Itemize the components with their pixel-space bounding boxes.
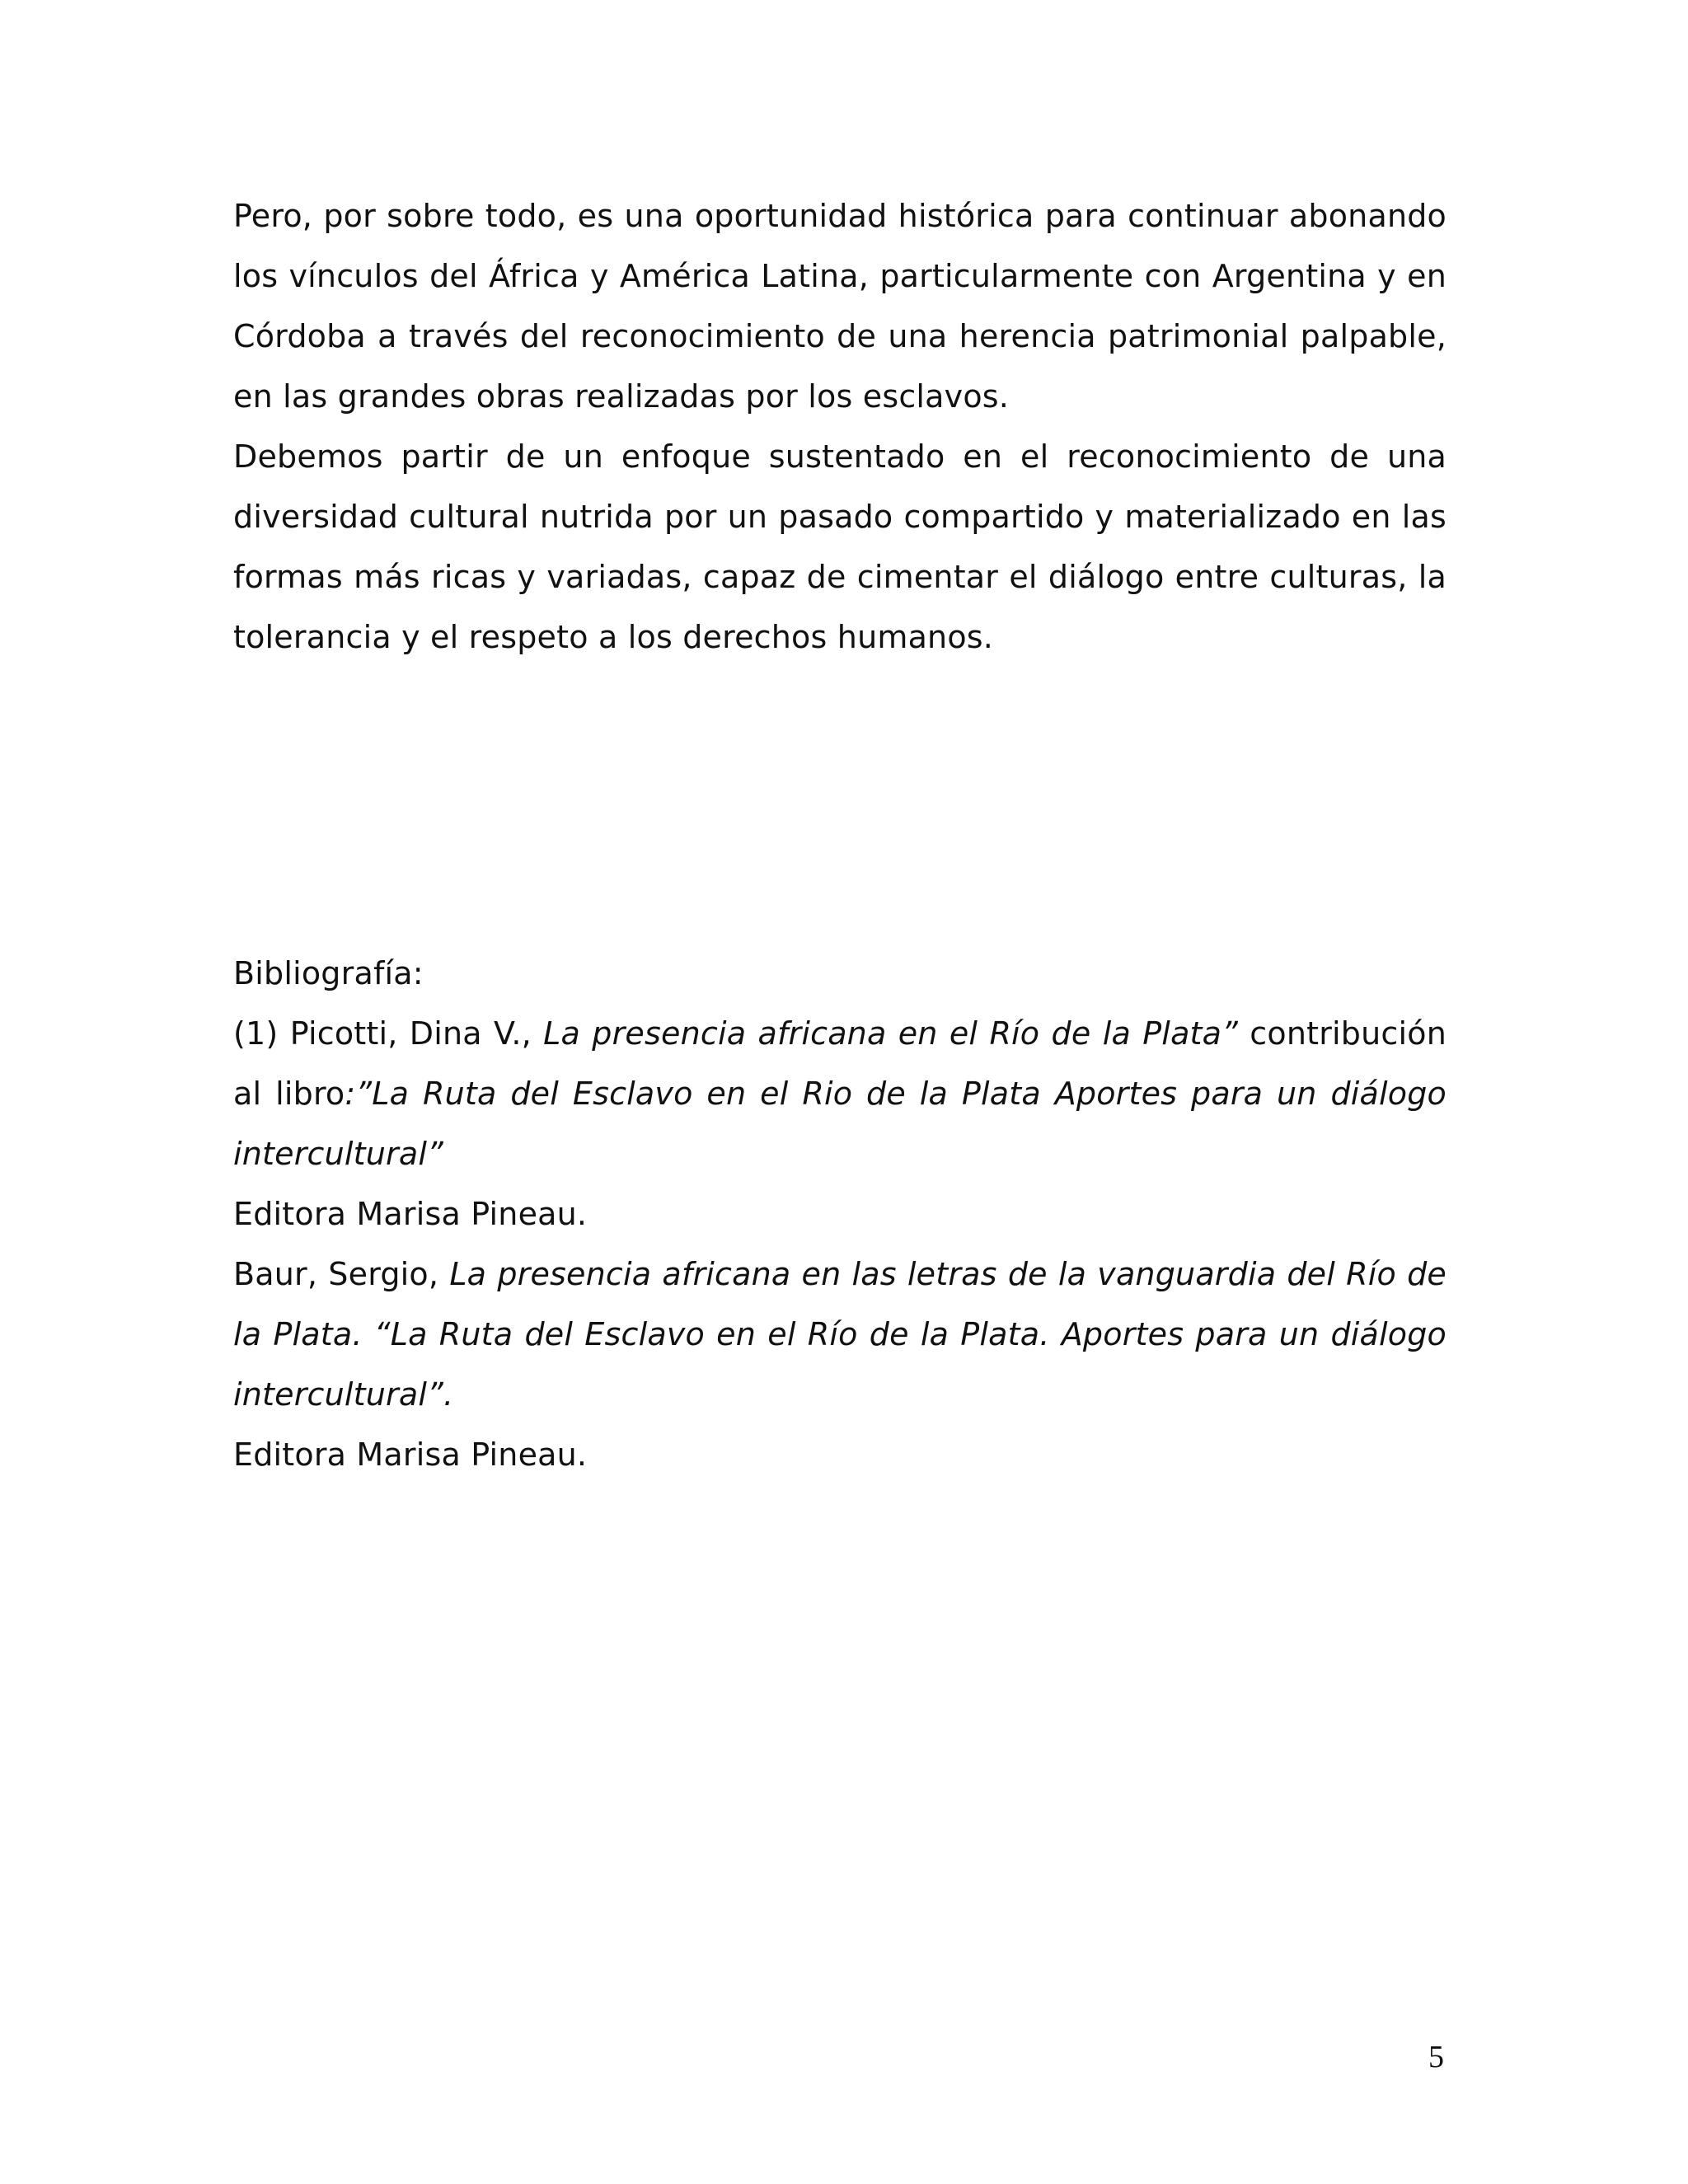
entry-1-contribution: contribución al libro — [233, 1015, 1447, 1112]
body-text — [233, 186, 1447, 668]
entry-1-author: (1) Picotti, Dina V., — [233, 1015, 544, 1052]
entry-2-editor: Editora Marisa Pineau. — [233, 1436, 588, 1473]
bibliography-heading: Bibliografía: — [233, 955, 424, 991]
bibliography-section — [233, 944, 1447, 1485]
entry-1-title: La presencia africana en el Río de la Plata” — [543, 1015, 1239, 1052]
bibliography-entry-2 — [233, 1244, 1447, 1425]
entry-1-editor: Editora Marisa Pineau. — [233, 1196, 588, 1232]
entry-2-author: Baur, Sergio, — [233, 1256, 450, 1292]
body-paragraph-2: Debemos partir de un enfoque sustentado en el reconocimiento de una diversidad cultural nutrida por un pasado compartido y materializado en las formas más ricas y variadas, capaz de cimentar el diálogo entre culturas, la tolerancia y el respeto a los derechos humanos. — [233, 438, 1447, 655]
bibliography-entry-1 — [233, 1004, 1447, 1184]
body-paragraph-1: Pero, por sobre todo, es una oportunidad histórica para continuar abonando los vínculos del África y América Latina, particularmente con Argentina y en Córdoba a través del reconocimiento de una herencia patrimonial palpable, en las grandes obras realizadas por los esclavos. — [233, 198, 1447, 415]
entry-2-title: La presencia africana en las letras de la vanguardia del Río de la Plata. “La Ruta del Esclavo en el Río de la Plata. Aportes para un diálogo intercultural”. — [233, 1256, 1447, 1413]
page-number: 5 — [1428, 2040, 1444, 2074]
entry-1-book: :”La Ruta del Esclavo en el Rio de la Plata Aportes para un diálogo intercultural” — [233, 1076, 1447, 1172]
